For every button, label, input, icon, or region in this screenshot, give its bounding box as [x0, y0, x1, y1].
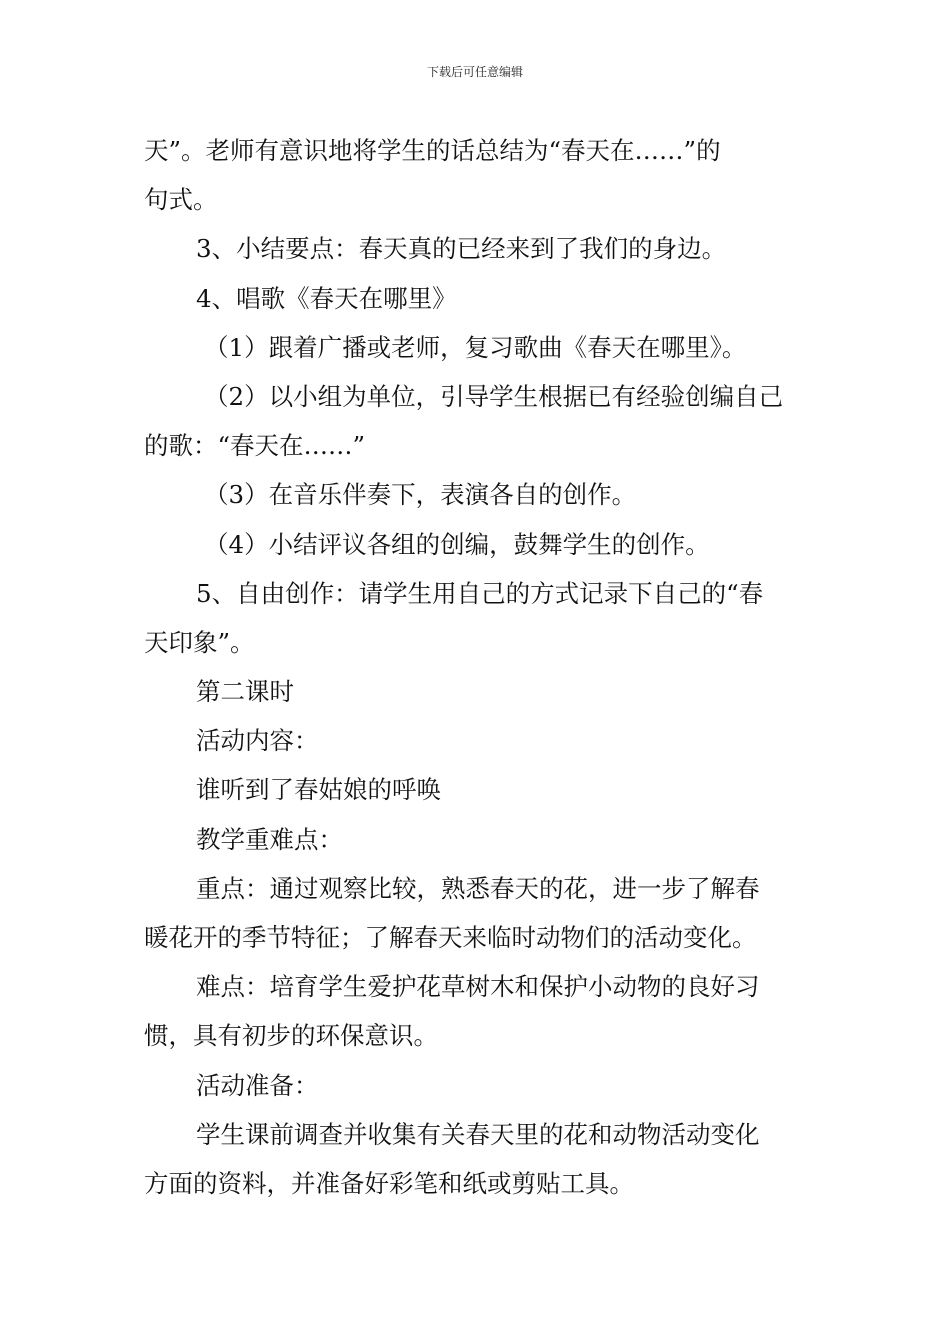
text-line: 重点：通过观察比较，熟悉春天的花，进一步了解春 — [196, 873, 760, 903]
text-line: 教学重难点： — [196, 824, 343, 854]
text-line: （2）以小组为单位，引导学生根据已有经验创编自己 — [204, 381, 784, 411]
text-line: 难点：培育学生爱护花草树木和保护小动物的良好习 — [196, 972, 760, 1002]
text-line: 天印象”。 — [144, 627, 255, 657]
text-line: 学生课前调查并收集有关春天里的花和动物活动变化 — [196, 1119, 760, 1149]
text-line: （1）跟着广播或老师，复习歌曲《春天在哪里》。 — [204, 332, 747, 362]
text-line: （3）在音乐伴奏下，表演各自的创作。 — [204, 480, 637, 510]
text-line: 暖花开的季节特征；了解春天来临时动物们的活动变化。 — [144, 923, 757, 952]
text-line: （4）小结评议各组的创编，鼓舞学生的创作。 — [204, 529, 710, 559]
text-line: 惯，具有初步的环保意识。 — [144, 1021, 438, 1051]
text-line: 活动内容： — [196, 726, 319, 756]
text-line: 的歌：“春天在……” — [144, 431, 366, 461]
text-line: 句式。 — [144, 185, 218, 215]
text-line: 天”。老师有意识地将学生的话总结为“春天在……”的 — [144, 136, 721, 165]
section-heading: 第二课时 — [196, 677, 294, 707]
text-line: 5、自由创作：请学生用自己的方式记录下自己的“春 — [196, 578, 764, 608]
document-body — [144, 126, 806, 1208]
text-line: 活动准备： — [196, 1070, 319, 1100]
text-line: 4、唱歌《春天在哪里》 — [196, 283, 457, 313]
text-line: 3、小结要点：春天真的已经来到了我们的身边。 — [196, 234, 727, 264]
text-line: 方面的资料，并准备好彩笔和纸或剪贴工具。 — [144, 1168, 634, 1198]
text-line: 谁听到了春姑娘的呼唤 — [196, 775, 441, 805]
page-header: 下载后可任意编辑 — [426, 65, 523, 79]
